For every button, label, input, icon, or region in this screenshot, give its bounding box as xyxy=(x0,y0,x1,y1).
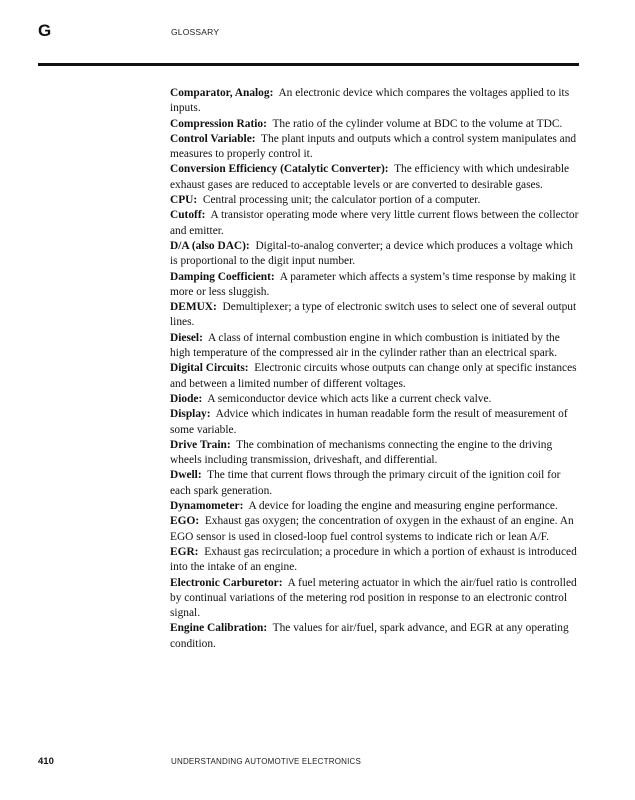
glossary-definition: The time that current flows through the primary circuit of the ignition coil for each spark generation. xyxy=(170,469,561,497)
glossary-entry xyxy=(170,576,580,622)
glossary-entry xyxy=(170,193,580,208)
glossary-definition: Exhaust gas recirculation; a procedure in which a portion of exhaust is introduced into the intake of an engine. xyxy=(170,545,577,574)
glossary-term: Conversion Efficiency (Catalytic Converter): xyxy=(170,163,389,176)
glossary-entry xyxy=(170,499,580,514)
glossary-term: EGR: xyxy=(170,545,199,558)
glossary-term: Dwell: xyxy=(170,469,202,482)
glossary-definition: A parameter which affects a system’s time response by making it more or less sluggish. xyxy=(170,270,576,298)
glossary-definition: The plant inputs and outputs which a control system manipulates and measures to properly control it. xyxy=(170,132,577,161)
glossary-definition: A fuel metering actuator in which the air/fuel ratio is controlled by continual variations of the metering rod position in response to an electronic control signal. xyxy=(170,576,577,620)
glossary-entry xyxy=(170,514,580,545)
glossary-term: Digital Circuits: xyxy=(170,362,249,375)
glossary-term: Drive Train: xyxy=(170,438,231,451)
glossary-term: Cutoff: xyxy=(170,209,206,222)
glossary-entry xyxy=(170,407,580,438)
glossary-entry xyxy=(170,86,580,117)
glossary-definition: Advice which indicates in human readable form the result of measurement of some variable. xyxy=(170,408,568,436)
glossary-definition: Electronic circuits whose outputs can change only at specific instances and between a limited number of different voltages. xyxy=(170,362,577,390)
glossary-term: CPU: xyxy=(170,194,198,207)
glossary-definition: The combination of mechanisms connecting the engine to the driving wheels including transmission, driveshaft, and differential. xyxy=(170,438,553,467)
glossary-term: Engine Calibration: xyxy=(170,622,268,635)
glossary-definition: A class of internal combustion engine in which combustion is initiated by the high temperature of the compressed air in the cylinder rather than an electrical spark. xyxy=(170,331,560,360)
glossary-definition: Central processing unit; the calculator portion of a computer. xyxy=(202,194,481,207)
glossary-term: DEMUX: xyxy=(170,301,217,314)
glossary-term: Diesel: xyxy=(170,331,203,344)
glossary-entry xyxy=(170,300,580,331)
glossary-definition: Demultiplexer; a type of electronic switch uses to select one of several output lines. xyxy=(170,301,577,329)
glossary-entry xyxy=(170,438,580,469)
glossary-term: Dynamometer: xyxy=(170,500,244,513)
glossary-term: Compression Ratio: xyxy=(170,117,267,130)
section-letter: G xyxy=(38,21,52,40)
glossary-entry xyxy=(170,132,580,163)
glossary-definition: An electronic device which compares the voltages applied to its inputs. xyxy=(170,87,570,115)
glossary-definition: A transistor operating mode where very little current flows between the collector and emitter. xyxy=(170,209,579,237)
glossary-definition: Digital-to-analog converter; a device which produces a voltage which is proportional to the digit input number. xyxy=(170,239,573,268)
glossary-entry xyxy=(170,392,580,407)
glossary-entry xyxy=(170,621,580,652)
glossary-entry xyxy=(170,361,580,392)
glossary-entry xyxy=(170,162,580,193)
glossary-entry xyxy=(170,331,580,362)
running-header: GLOSSARY xyxy=(171,27,220,37)
glossary-definition: Exhaust gas oxygen; the concentration of oxygen in the exhaust of an engine. An EGO sensor is used in closed-loop fuel control systems to indicate rich or lean A/F. xyxy=(170,515,574,543)
glossary-definition: A semiconductor device which acts like a current check valve. xyxy=(207,392,492,405)
glossary-entry xyxy=(170,117,580,132)
glossary-term: EGO: xyxy=(170,515,200,528)
glossary-term: D/A (also DAC): xyxy=(170,239,250,252)
book-title: UNDERSTANDING AUTOMOTIVE ELECTRONICS xyxy=(171,757,362,766)
glossary-list xyxy=(170,86,580,652)
glossary-term: Diode: xyxy=(170,392,203,405)
glossary-entry xyxy=(170,468,580,499)
glossary-definition: The ratio of the cylinder volume at BDC to the volume at TDC. xyxy=(272,117,563,130)
header-rule xyxy=(38,63,579,66)
glossary-term: Comparator, Analog: xyxy=(170,87,274,99)
page-number: 410 xyxy=(38,756,54,767)
glossary-definition: The efficiency with which undesirable exhaust gases are reduced to acceptable levels or are converted to desirable gases. xyxy=(170,163,570,191)
glossary-term: Control Variable: xyxy=(170,132,256,145)
glossary-entry xyxy=(170,545,580,576)
glossary-term: Display: xyxy=(170,408,211,421)
glossary-definition: The values for air/fuel, spark advance, and EGR at any operating condition. xyxy=(170,622,569,650)
glossary-term: Electronic Carburetor: xyxy=(170,576,283,589)
glossary-entry xyxy=(170,270,580,301)
glossary-entry xyxy=(170,208,580,239)
glossary-definition: A device for loading the engine and measuring engine performance. xyxy=(248,500,558,513)
glossary-entry xyxy=(170,239,580,270)
glossary-term: Damping Coefficient: xyxy=(170,270,275,283)
